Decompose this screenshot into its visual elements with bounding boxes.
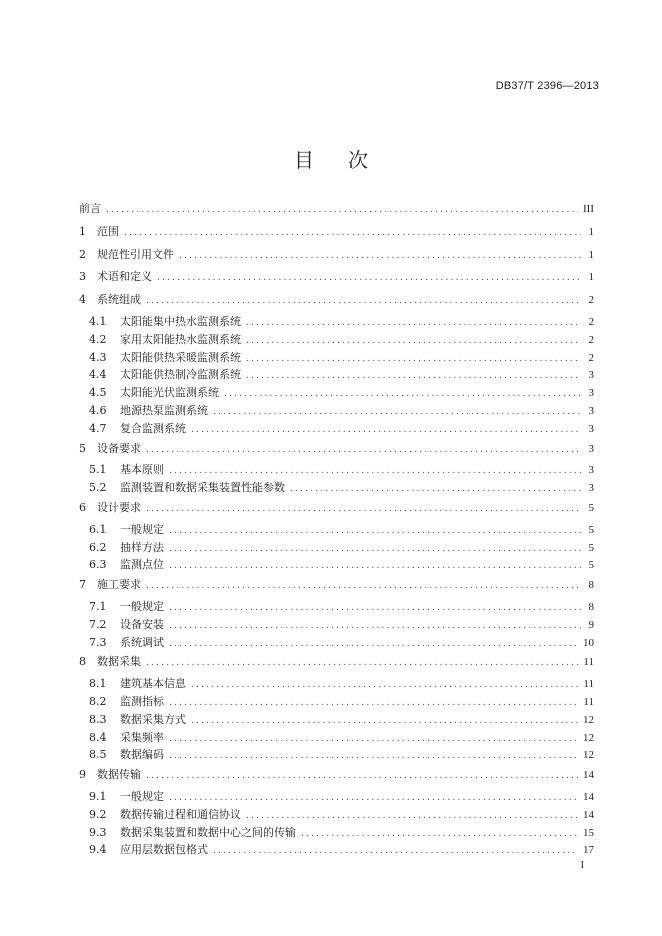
toc-entry[interactable] (79, 651, 594, 674)
toc-dot-leader (169, 618, 581, 636)
toc-entry-title: 数据采集方式 (120, 712, 186, 726)
toc-subentry[interactable] (79, 806, 594, 824)
toc-entry-number: 1 (79, 224, 86, 238)
toc-subentry[interactable] (79, 841, 594, 859)
toc-entry-number: 4.4 (89, 368, 107, 382)
toc-dot-leader (191, 677, 578, 695)
toc-dot-leader (191, 713, 578, 731)
toc-entry-page: 12 (583, 731, 594, 744)
toc-dot-leader (224, 386, 581, 404)
toc-subentry[interactable] (79, 420, 594, 438)
toc-entry-number: 4.3 (89, 350, 107, 364)
toc-subentry[interactable] (79, 746, 594, 764)
toc-entry-title: 监测装置和数据采集装置性能参数 (120, 481, 285, 495)
toc-subentry[interactable] (79, 693, 594, 711)
toc-entry-title: 基本原则 (120, 463, 164, 477)
toc-subentry[interactable] (79, 729, 594, 747)
toc-entry-page: 2 (588, 333, 594, 346)
toc-entry-page: 5 (588, 501, 594, 514)
toc-entry-page: 3 (588, 464, 594, 477)
toc-entry-title: 建筑基本信息 (120, 677, 186, 691)
toc-entry-number: 9.2 (89, 807, 107, 821)
toc-entry-number: 7.1 (89, 599, 107, 613)
toc-entry-page: III (583, 203, 594, 215)
toc-entry-title: 设备要求 (97, 441, 141, 455)
toc-dot-leader (169, 731, 578, 749)
toc-entry-page: 14 (583, 808, 594, 821)
toc-entry-page: 8 (588, 600, 594, 613)
toc-subentry[interactable] (79, 598, 594, 616)
toc-entry[interactable] (79, 221, 594, 244)
toc-entry-page: 2 (588, 315, 594, 328)
toc-entry-title: 系统组成 (97, 293, 141, 307)
toc-dot-leader (124, 222, 581, 245)
table-of-contents (79, 198, 594, 859)
toc-entry-page: 17 (583, 844, 594, 857)
toc-entry-title: 系统调试 (120, 635, 164, 649)
toc-dot-leader (246, 315, 581, 333)
toc-subentry[interactable] (79, 461, 594, 479)
toc-entry-title: 施工要求 (97, 578, 141, 592)
toc-subentry[interactable] (79, 384, 594, 402)
toc-entry-title: 采集频率 (120, 730, 164, 744)
toc-entry-number: 8.4 (89, 730, 107, 744)
toc-entry-title: 设计要求 (97, 500, 141, 514)
toc-subentry[interactable] (79, 711, 594, 729)
toc-entry-title: 数据传输 (97, 768, 141, 782)
toc-entry[interactable] (79, 198, 594, 221)
toc-entry-page: 12 (583, 749, 594, 762)
toc-dot-leader (106, 199, 578, 222)
toc-entry-number: 9.3 (89, 825, 107, 839)
page-number: I (580, 860, 584, 871)
toc-entry-number: 5.1 (89, 463, 107, 477)
toc-entry-number: 8.5 (89, 748, 107, 762)
toc-entry-number: 8 (79, 655, 86, 669)
toc-entry-page: 3 (588, 442, 594, 455)
toc-entry-number: 8.2 (89, 694, 107, 708)
toc-subentry[interactable] (79, 824, 594, 842)
toc-entry-page: 3 (588, 369, 594, 382)
toc-entry-title: 监测指标 (120, 694, 164, 708)
toc-entry-title: 抽样方法 (120, 540, 164, 554)
toc-entry-title: 数据编码 (120, 748, 164, 762)
toc-dot-leader (146, 439, 581, 462)
toc-subentry[interactable] (79, 331, 594, 349)
toc-subentry[interactable] (79, 788, 594, 806)
toc-entry-title: 应用层数据包格式 (120, 843, 208, 857)
toc-entry-number: 9.1 (89, 789, 107, 803)
toc-entry-number: 9.4 (89, 843, 107, 857)
toc-entry-page: 1 (588, 248, 594, 261)
toc-dot-leader (146, 575, 581, 598)
toc-entry-title: 数据采集 (97, 655, 141, 669)
toc-entry-page: 3 (588, 404, 594, 417)
toc-entry-page: 3 (588, 422, 594, 435)
toc-dot-leader (146, 652, 578, 675)
toc-entry-number: 8.3 (89, 712, 107, 726)
toc-entry-title: 数据采集装置和数据中心之间的传输 (120, 825, 296, 839)
toc-entry-number: 4.7 (89, 421, 107, 435)
toc-entry-title: 太阳能供热制冷监测系统 (120, 368, 241, 382)
toc-entry-title: 太阳能光伏监测系统 (120, 386, 219, 400)
toc-entry-title: 太阳能供热采暖监测系统 (120, 350, 241, 364)
toc-entry-number: 4.6 (89, 403, 107, 417)
toc-entry-number: 9 (79, 768, 86, 782)
toc-subentry[interactable] (79, 402, 594, 420)
toc-entry-number: 6.2 (89, 540, 107, 554)
toc-subentry[interactable] (79, 521, 594, 539)
toc-entry-page: 11 (583, 678, 594, 691)
toc-dot-leader (169, 600, 581, 618)
toc-dot-leader (169, 558, 581, 576)
toc-entry-number: 6.3 (89, 558, 107, 572)
toc-dot-leader (146, 498, 581, 521)
toc-dot-leader (246, 368, 581, 386)
toc-dot-leader (213, 843, 578, 861)
toc-entry-title: 监测点位 (120, 558, 164, 572)
toc-entry-title: 一般规定 (120, 522, 164, 536)
toc-entry-page: 5 (588, 523, 594, 536)
toc-dot-leader (213, 404, 581, 422)
toc-entry-title: 复合监测系统 (120, 421, 186, 435)
toc-entry-title: 一般规定 (120, 599, 164, 613)
toc-entry-number: 4 (79, 293, 86, 307)
toc-entry-page: 15 (583, 826, 594, 839)
toc-subentry[interactable] (79, 479, 594, 497)
toc-entry-title: 规范性引用文件 (97, 247, 174, 261)
document-code: DB37/T 2396—2013 (495, 80, 599, 92)
toc-entry[interactable] (79, 497, 594, 520)
toc-subentry[interactable] (79, 539, 594, 557)
toc-entry-title: 地源热泵监测系统 (120, 403, 208, 417)
toc-dot-leader (290, 481, 581, 499)
toc-dot-leader (191, 422, 581, 440)
toc-entry-title: 前言 (79, 202, 101, 215)
toc-entry-page: 2 (588, 294, 594, 307)
toc-entry-title: 家用太阳能热水监测系统 (120, 332, 241, 346)
toc-entry-title: 设备安装 (120, 617, 164, 631)
toc-entry-page: 10 (583, 636, 594, 649)
toc-entry[interactable] (79, 266, 594, 289)
toc-entry-title: 范围 (97, 224, 119, 238)
toc-entry-number: 4.5 (89, 386, 107, 400)
toc-subentry[interactable] (79, 313, 594, 331)
toc-subentry[interactable] (79, 634, 594, 652)
toc-entry-number: 5 (79, 441, 86, 455)
toc-entry-number: 2 (79, 247, 86, 261)
toc-entry-number: 3 (79, 270, 86, 284)
toc-entry-number: 4.2 (89, 332, 107, 346)
toc-dot-leader (169, 541, 581, 559)
toc-entry-page: 11 (583, 695, 594, 708)
toc-title: 目次 (294, 148, 402, 172)
toc-dot-leader (169, 523, 581, 541)
toc-entry-page: 9 (588, 618, 594, 631)
toc-entry[interactable] (79, 289, 594, 312)
toc-dot-leader (301, 826, 578, 844)
toc-dot-leader (169, 748, 578, 766)
toc-entry[interactable] (79, 244, 594, 267)
toc-entry-title: 一般规定 (120, 789, 164, 803)
toc-entry-page: 11 (583, 656, 594, 669)
toc-subentry[interactable] (79, 616, 594, 634)
toc-subentry[interactable] (79, 366, 594, 384)
toc-entry-page: 2 (588, 351, 594, 364)
toc-entry-title: 太阳能集中热水监测系统 (120, 314, 241, 328)
toc-subentry[interactable] (79, 675, 594, 693)
toc-dot-leader (246, 351, 581, 369)
toc-entry-number: 7.3 (89, 635, 107, 649)
toc-entry-page: 8 (588, 579, 594, 592)
toc-entry-page: 5 (588, 559, 594, 572)
toc-entry[interactable] (79, 764, 594, 787)
toc-entry-number: 8.1 (89, 677, 107, 691)
toc-entry-page: 14 (583, 769, 594, 782)
toc-dot-leader (146, 765, 578, 788)
toc-dot-leader (169, 695, 578, 713)
toc-dot-leader (146, 290, 581, 313)
toc-entry[interactable] (79, 438, 594, 461)
toc-dot-leader (179, 245, 581, 268)
toc-entry-page: 12 (583, 713, 594, 726)
toc-entry-number: 7.2 (89, 617, 107, 631)
toc-entry-number: 5.2 (89, 481, 107, 495)
toc-entry-page: 1 (588, 225, 594, 238)
toc-subentry[interactable] (79, 556, 594, 574)
toc-entry-number: 6.1 (89, 522, 107, 536)
toc-entry[interactable] (79, 574, 594, 597)
toc-entry-page: 5 (588, 541, 594, 554)
toc-entry-page: 3 (588, 387, 594, 400)
toc-dot-leader (246, 333, 581, 351)
toc-dot-leader (169, 636, 578, 654)
toc-entry-number: 7 (79, 578, 86, 592)
toc-entry-page: 3 (588, 482, 594, 495)
toc-entry-page: 14 (583, 790, 594, 803)
toc-entry-title: 数据传输过程和通信协议 (120, 807, 241, 821)
toc-entry-page: 1 (588, 271, 594, 284)
toc-dot-leader (157, 267, 581, 290)
toc-entry-number: 4.1 (89, 314, 107, 328)
toc-entry-number: 6 (79, 500, 86, 514)
toc-subentry[interactable] (79, 349, 594, 367)
toc-entry-title: 术语和定义 (97, 270, 152, 284)
